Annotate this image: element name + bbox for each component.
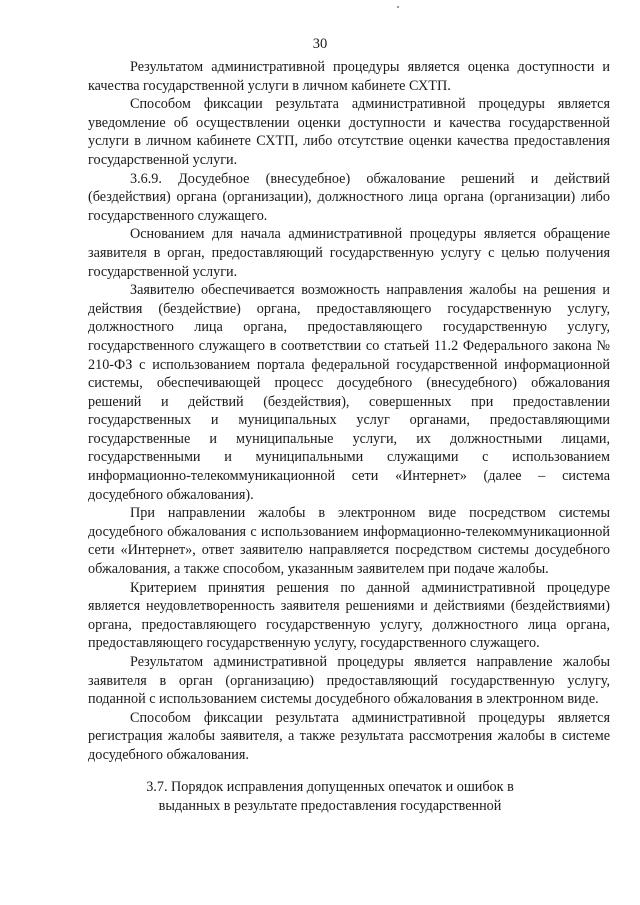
paragraph: 3.6.9. Досудебное (внесудебное) обжалование решений и действий (бездействия) органа (организации), должностного лица органа (организации) либо государственного служащего. [88, 170, 610, 224]
section-heading-line: 3.7. Порядок исправления допущенных опечаток и ошибок в [146, 779, 514, 795]
section-heading-line: выданных в результате предоставления государственной [158, 797, 502, 814]
paragraph: Результатом административной процедуры является направление жалобы заявителя в орган (организацию) предоставляющий государственную услугу, поданной с использованием системы досудебного обжалования в электронном виде. [88, 654, 610, 708]
paragraph: Результатом административной процедуры является оценка доступности и качества государственной услуги в личном кабинете СХТП. [88, 59, 610, 94]
paragraph: При направлении жалобы в электронном виде посредством системы досудебного обжалования с использованием информационно-телекоммуникационной сети «Интернет», ответ заявителю направляется посредством системы досудебного обжалования, а также способом, указанным заявителем при подаче жалобы. [88, 505, 610, 578]
paragraph: Способом фиксации результата административной процедуры является уведомление об осуществлении оценки доступности и качества государственной услуги в личном кабинете СХТП, либо отсутствие оценки качества предоставления государственной услуги. [88, 96, 610, 168]
section-heading [100, 778, 560, 815]
page-number: 30 [312, 36, 328, 52]
paragraph: Основанием для начала административной процедуры является обращение заявителя в орган, предоставляющий государственную услугу с целью получения государственной услуги. [88, 226, 610, 280]
document-body [88, 58, 610, 765]
paragraph: Критерием принятия решения по данной административной процедуре является неудовлетворенность заявителя решениями и действиями (бездействиями) органа, предоставляющего государственную услугу, должностного лица органа, предоставляющего государственную услугу, государственного служащего. [88, 579, 610, 652]
scan-speck [397, 6, 399, 8]
paragraph: Заявителю обеспечивается возможность направления жалобы на решения и действия (бездействие) органа, предоставляющего государственную услугу, должностного лица органа, предоставляющего государственную услугу, государственного служащего в соответствии со статьей 11.2 Федерального закона № 210-ФЗ с использованием портала федеральной государственной информационной системы, обеспечивающей процесс досудебного (внесудебного) обжалования решений и действий (бездействия), совершенных при предоставлении государственных и муниципальных услуг органами, предоставляющими государственные и муниципальные услуги, их должностными лицами, государственными и муниципальными служащими с использованием информационно-телекоммуникационной сети «Интернет» (далее – система досудебного обжалования). [88, 282, 610, 503]
paragraph: Способом фиксации результата административной процедуры является регистрация жалобы заявителя, а также результата рассмотрения жалобы в системе досудебного обжалования. [88, 709, 610, 763]
